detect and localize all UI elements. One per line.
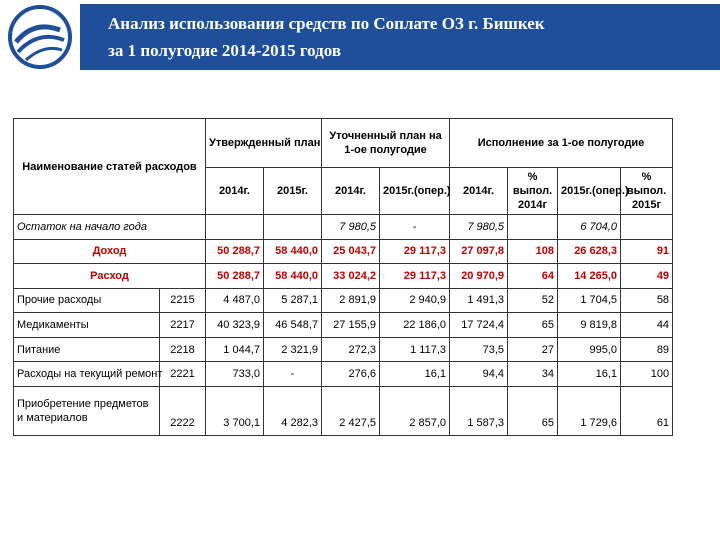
cell-pct-2015: 91 [621,239,673,264]
row-name: Расход [14,264,206,289]
cell-exec-2014: 7 980,5 [450,215,508,240]
cell-refined-2015: 29 117,3 [380,239,450,264]
cell-exec-2014: 17 724,4 [450,313,508,338]
cell-exec-2015: 9 819,8 [558,313,621,338]
col-header-2014-refined: 2014г. [322,168,380,215]
cell-exec-2014: 27 097,8 [450,239,508,264]
table-row [14,337,673,362]
cell-approved-2014 [206,215,264,240]
table-row [14,215,673,240]
col-header-2015-refined: 2015г.(опер.) [380,168,450,215]
cell-pct-2014: 27 [508,337,558,362]
row-name: Прочие расходы [14,288,160,313]
cell-pct-2015: 58 [621,288,673,313]
cell-pct-2014: 65 [508,386,558,435]
cell-approved-2015: 58 440,0 [264,239,322,264]
cell-exec-2015: 1 729,6 [558,386,621,435]
row-code: 2221 [160,362,206,387]
cell-approved-2015: 58 440,0 [264,264,322,289]
table-row [14,239,673,264]
col-header-2015: 2015г. [264,168,322,215]
cell-pct-2015: 89 [621,337,673,362]
header [0,0,720,74]
row-name: Питание [14,337,160,362]
cell-exec-2015: 16,1 [558,362,621,387]
cell-pct-2014: 108 [508,239,558,264]
row-code: 2218 [160,337,206,362]
row-name: Расходы на текущий ремонт [14,362,160,387]
cell-approved-2015 [264,215,322,240]
row-name: Приобретение предметов и материалов [14,386,160,435]
col-header-approved: Утвержденный план [206,119,322,168]
col-header-name: Наименование статей расходов [14,119,206,215]
col-header-refined: Уточненный план на 1-ое полугодие [322,119,450,168]
cell-exec-2014: 20 970,9 [450,264,508,289]
page-subtitle: за 1 полугодие 2014-2015 годов [108,41,342,60]
cell-approved-2015: - [264,362,322,387]
row-code: 2215 [160,288,206,313]
cell-approved-2014: 40 323,9 [206,313,264,338]
cell-pct-2014 [508,215,558,240]
cell-approved-2014: 50 288,7 [206,264,264,289]
cell-refined-2015: 22 186,0 [380,313,450,338]
cell-pct-2014: 65 [508,313,558,338]
row-name: Медикаменты [14,313,160,338]
col-header-2015-exec: 2015г.(опер.) [558,168,621,215]
table-row [14,288,673,313]
logo-swirl-icon [0,0,80,74]
cell-approved-2015: 4 282,3 [264,386,322,435]
col-header-2014: 2014г. [206,168,264,215]
cell-pct-2014: 52 [508,288,558,313]
cell-refined-2014: 272,3 [322,337,380,362]
cell-refined-2014: 25 043,7 [322,239,380,264]
cell-exec-2014: 73,5 [450,337,508,362]
cell-approved-2015: 5 287,1 [264,288,322,313]
cell-pct-2015: 44 [621,313,673,338]
table-row [14,386,673,435]
cell-pct-2015 [621,215,673,240]
cell-refined-2014: 2 891,9 [322,288,380,313]
cell-exec-2015: 26 628,3 [558,239,621,264]
cell-exec-2015: 1 704,5 [558,288,621,313]
expense-table [13,118,673,436]
cell-exec-2014: 94,4 [450,362,508,387]
cell-exec-2014: 1 587,3 [450,386,508,435]
cell-approved-2015: 46 548,7 [264,313,322,338]
cell-exec-2015: 14 265,0 [558,264,621,289]
cell-pct-2015: 61 [621,386,673,435]
cell-exec-2015: 995,0 [558,337,621,362]
cell-exec-2015: 6 704,0 [558,215,621,240]
cell-approved-2014: 3 700,1 [206,386,264,435]
cell-approved-2014: 4 487,0 [206,288,264,313]
cell-refined-2015: 2 940,9 [380,288,450,313]
table-row [14,362,673,387]
page-title: Анализ использования средств по Cоплате ОЗ г. Бишкек [108,14,545,33]
logo [0,0,80,74]
cell-refined-2015: 1 117,3 [380,337,450,362]
cell-refined-2015: - [380,215,450,240]
row-name: Остаток на начало года [14,215,206,240]
cell-refined-2015: 29 117,3 [380,264,450,289]
col-header-execution: Исполнение за 1-ое полугодие [450,119,673,168]
col-header-pct-2015: % выпол. 2015г [621,168,673,215]
cell-approved-2015: 2 321,9 [264,337,322,362]
cell-approved-2014: 733,0 [206,362,264,387]
cell-refined-2014: 7 980,5 [322,215,380,240]
header-row-1 [14,119,673,168]
cell-refined-2015: 16,1 [380,362,450,387]
col-header-pct-2014: % выпол. 2014г [508,168,558,215]
cell-pct-2015: 100 [621,362,673,387]
row-name: Доход [14,239,206,264]
cell-refined-2014: 2 427,5 [322,386,380,435]
col-header-2014-exec: 2014г. [450,168,508,215]
table-row [14,313,673,338]
cell-refined-2014: 276,6 [322,362,380,387]
cell-exec-2014: 1 491,3 [450,288,508,313]
cell-approved-2014: 50 288,7 [206,239,264,264]
cell-approved-2014: 1 044,7 [206,337,264,362]
cell-refined-2014: 33 024,2 [322,264,380,289]
table-row [14,264,673,289]
row-code: 2217 [160,313,206,338]
cell-pct-2014: 64 [508,264,558,289]
cell-refined-2014: 27 155,9 [322,313,380,338]
cell-pct-2015: 49 [621,264,673,289]
cell-refined-2015: 2 857,0 [380,386,450,435]
row-code: 2222 [160,386,206,435]
cell-pct-2014: 34 [508,362,558,387]
